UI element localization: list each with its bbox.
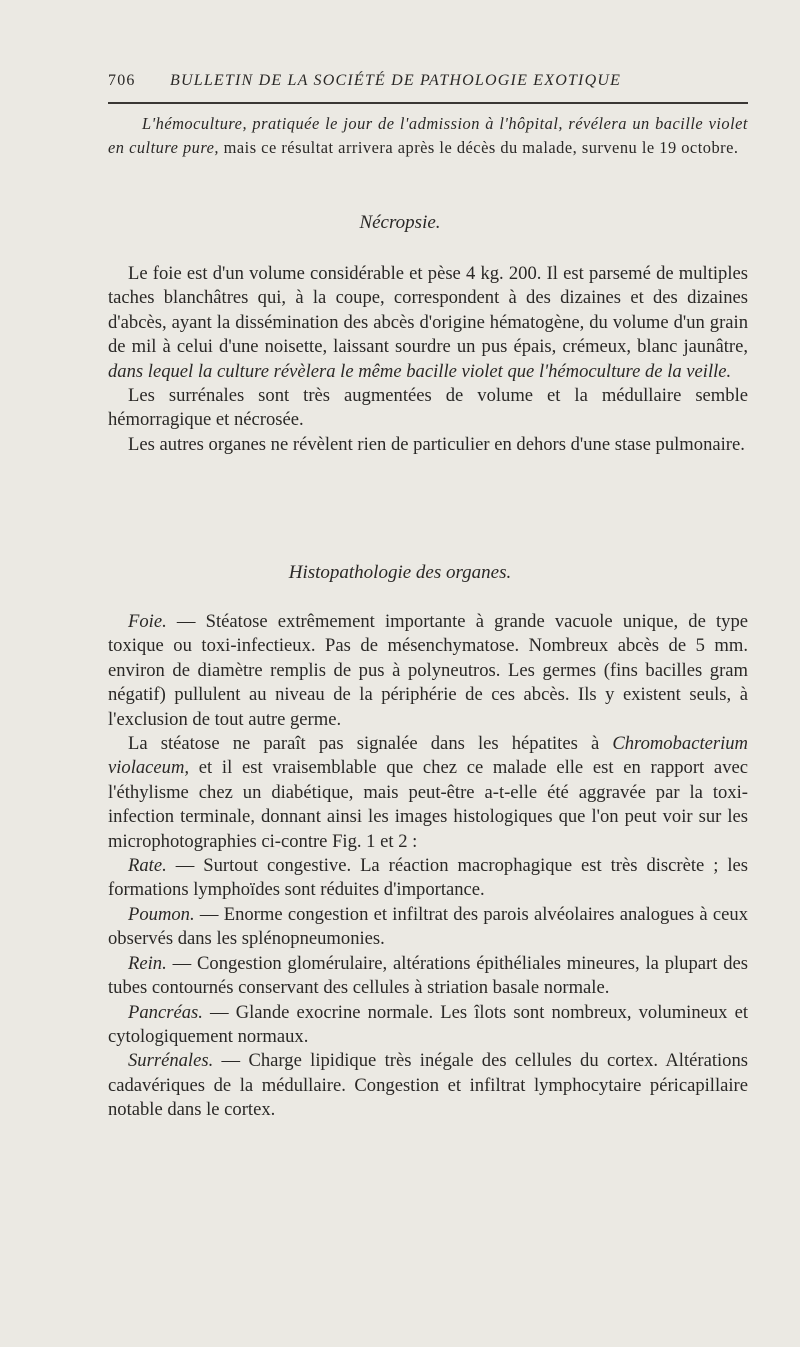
surrenales-histo-paragraph: [108, 1049, 748, 1122]
surrenales-paragraph: Les surrénales sont très augmentées de volume et la médullaire semble hémorragique et nécrosée.: [108, 385, 748, 431]
hemoculture-italic: L'hémoculture, pratiquée le jour de l'admission à l'hôpital, révélera un bacille violet en culture pure,: [108, 114, 748, 157]
page-number: 706: [108, 72, 136, 89]
liver-italic: dans lequel la culture révèlera le même bacille violet que l'hémoculture de la veille.: [108, 360, 732, 382]
steatose-text-b: et il est vraisemblable que chez ce malade elle est en rapport avec l'éthylisme chez un diabétique, mais peut-être a-t-elle été aggravée par la toxi-infection terminale, donnant ainsi les images histologiques que l'on peut voir sur les microphotographies ci-contre Fig. 1 et 2 :: [108, 757, 748, 852]
poumon-label: Poumon.: [128, 903, 195, 925]
rate-label: Rate.: [128, 855, 167, 877]
steatose-text-a: La stéatose ne paraît pas signalée dans les hépatites à: [128, 733, 613, 755]
poumon-paragraph: [108, 903, 748, 952]
other-organs-paragraph: Les autres organes ne révèlent rien de particulier en dehors d'une stase pulmonaire.: [128, 433, 745, 455]
steatose-paragraph: [108, 732, 748, 854]
surrenales-label: Surrénales.: [128, 1050, 214, 1072]
pancreas-label: Pancréas.: [128, 1001, 203, 1023]
chromobacterium-italic: Chromobacterium violaceum,: [108, 733, 748, 779]
hemoculture-paragraph: [108, 112, 748, 160]
necropsie-heading: Nécropsie.: [359, 212, 441, 233]
rate-text: — Surtout congestive. La réaction macrophagique est très discrète ; les formations lymphoïdes sont réduites d'importance.: [108, 855, 748, 901]
liver-text: Le foie est d'un volume considérable et pèse 4 kg. 200. Il est parsemé de multiples taches blanchâtres qui, à la coupe, correspondent à des dizaines et des dizaines d'abcès, ayant la dissémination des abcès d'origine hématogène, du volume d'un grain de mil à celui d'une noisette, laissant sourdre un pus épais, crémeux, blanc jaunâtre,: [108, 263, 748, 358]
rein-label: Rein.: [128, 952, 167, 974]
histopathologie-section: [108, 610, 748, 1123]
header-rule: [108, 102, 748, 104]
foie-text: — Stéatose extrêmement importante à grande vacuole unique, de type toxique ou toxi-infectieux. Pas de mésenchymatose. Nombreux abcès de 5 mm. environ de diamètre remplis de pus à polyneutros. Les germes (fins bacilles gram négatif) pullulent au niveau de la périphérie de ces abcès. Ils y existent seuls, à l'exclusion de tout autre germe.: [108, 611, 748, 730]
necropsie-section: [108, 262, 748, 457]
histopathologie-heading: Histopathologie des organes.: [288, 562, 512, 583]
pancreas-text: — Glande exocrine normale. Les îlots sont nombreux, volumineux et cytologiquement normaux.: [108, 1001, 748, 1047]
hemoculture-text: mais ce résultat arrivera après le décès du malade, survenu le 19 octobre.: [219, 138, 739, 157]
rate-paragraph: [108, 854, 748, 903]
foie-paragraph: [108, 610, 748, 732]
liver-paragraph: [108, 262, 748, 384]
surrenales-text: — Charge lipidique très inégale des cellules du cortex. Altérations cadavériques de la médullaire. Congestion et infiltrat lymphocytaire péricapillaire notable dans le cortex.: [108, 1050, 748, 1121]
foie-label: Foie.: [128, 611, 167, 632]
rein-paragraph: [108, 952, 748, 1001]
pancreas-paragraph: [108, 1001, 748, 1050]
poumon-text: — Enorme congestion et infiltrat des parois alvéolaires analogues à ceux observés dans les splénopneumonies.: [108, 903, 748, 950]
rein-text: — Congestion glomérulaire, altérations épithéliales mineures, la plupart des tubes contournés conservant des cellules à striation basale normale.: [108, 952, 748, 999]
running-title: BULLETIN DE LA SOCIÉTÉ DE PATHOLOGIE EXOTIQUE: [170, 72, 622, 89]
